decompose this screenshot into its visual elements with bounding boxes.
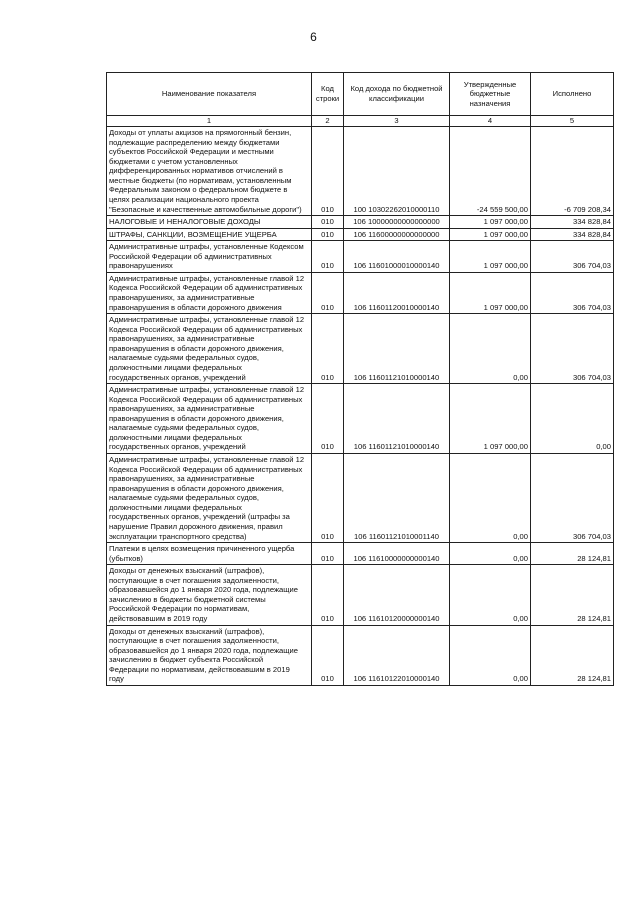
income-code-cell: 106 11610120000000140 <box>344 565 450 625</box>
income-code-cell: 106 10000000000000000 <box>344 216 450 229</box>
approved-amount-cell: 0,00 <box>450 625 531 685</box>
executed-amount-cell: -6 709 208,34 <box>531 127 614 216</box>
line-code-cell: 010 <box>312 127 344 216</box>
line-code-cell: 010 <box>312 454 344 543</box>
income-code-cell: 106 11601121010000140 <box>344 314 450 384</box>
executed-amount-cell: 28 124,81 <box>531 625 614 685</box>
approved-amount-cell: 0,00 <box>450 565 531 625</box>
executed-amount-cell: 306 704,03 <box>531 272 614 313</box>
approved-amount-cell: -24 559 500,00 <box>450 127 531 216</box>
approved-amount-cell: 1 097 000,00 <box>450 241 531 273</box>
approved-amount-cell: 1 097 000,00 <box>450 216 531 229</box>
indicator-name-cell: Административные штрафы, установленные Кодексом Российской Федерации об административных правонарушениях <box>107 241 312 273</box>
column-number: 4 <box>450 116 531 127</box>
executed-amount-cell: 306 704,03 <box>531 314 614 384</box>
executed-amount-cell: 28 124,81 <box>531 565 614 625</box>
executed-amount-cell: 334 828,84 <box>531 216 614 229</box>
executed-amount-cell: 306 704,03 <box>531 454 614 543</box>
indicator-name-cell: Доходы от уплаты акцизов на прямогонный бензин, подлежащие распределению между бюджетами субъектов Российской Федерации и местными бюджетами с учетом установленных дифференцированных нормативов отчислений в местные бюджеты (по нормативам, установленным Федеральным законом о федеральном бюджете в целях реализации национального проекта "Безопасные и качественные автомобильные дороги") <box>107 127 312 216</box>
column-number: 1 <box>107 116 312 127</box>
table-row <box>107 543 614 565</box>
header-indicator-name: Наименование показателя <box>107 73 312 116</box>
line-code-cell: 010 <box>312 314 344 384</box>
indicator-name-cell: Административные штрафы, установленные главой 12 Кодекса Российской Федерации об административных правонарушениях, за административные правонарушения в области дорожного движения, налагаемые судьями федеральных судов, должностными лицами федеральных государственных органов, учреждений <box>107 314 312 384</box>
executed-amount-cell: 334 828,84 <box>531 228 614 241</box>
indicator-name-cell: Доходы от денежных взысканий (штрафов), поступающие в счет погашения задолженности, образовавшейся до 1 января 2020 года, подлежащие зачислению в бюджет субъекта Российской Федерации по нормативам, действовавшим в 2019 году <box>107 625 312 685</box>
line-code-cell: 010 <box>312 625 344 685</box>
executed-amount-cell: 0,00 <box>531 384 614 454</box>
approved-amount-cell: 1 097 000,00 <box>450 272 531 313</box>
budget-execution-table <box>106 72 614 686</box>
income-code-cell: 106 11601121010001140 <box>344 454 450 543</box>
table-row <box>107 625 614 685</box>
income-code-cell: 106 11610122010000140 <box>344 625 450 685</box>
table-row <box>107 272 614 313</box>
header-income-code: Код дохода по бюджетной классификации <box>344 73 450 116</box>
approved-amount-cell: 0,00 <box>450 454 531 543</box>
line-code-cell: 010 <box>312 272 344 313</box>
approved-amount-cell: 1 097 000,00 <box>450 384 531 454</box>
column-number: 5 <box>531 116 614 127</box>
column-number-row <box>107 116 614 127</box>
page-number: 6 <box>310 30 317 44</box>
line-code-cell: 010 <box>312 565 344 625</box>
table-row <box>107 127 614 216</box>
table-row <box>107 314 614 384</box>
column-number: 3 <box>344 116 450 127</box>
table-row <box>107 454 614 543</box>
indicator-name-cell: ШТРАФЫ, САНКЦИИ, ВОЗМЕЩЕНИЕ УЩЕРБА <box>107 228 312 241</box>
header-approved-budget: Утвержденные бюджетные назначения <box>450 73 531 116</box>
indicator-name-cell: Доходы от денежных взысканий (штрафов), поступающие в счет погашения задолженности, образовавшейся до 1 января 2020 года, подлежащие зачислению в бюджеты бюджетной системы Российской Федерации по нормативам, действовавшим в 2019 году <box>107 565 312 625</box>
indicator-name-cell: Административные штрафы, установленные главой 12 Кодекса Российской Федерации об административных правонарушениях, за административные правонарушения в области дорожного движения, налагаемые судьями федеральных судов, должностными лицами федеральных государственных органов, учреждений <box>107 384 312 454</box>
table-row <box>107 216 614 229</box>
header-executed: Исполнено <box>531 73 614 116</box>
income-code-cell: 106 11610000000000140 <box>344 543 450 565</box>
indicator-name-cell: НАЛОГОВЫЕ И НЕНАЛОГОВЫЕ ДОХОДЫ <box>107 216 312 229</box>
income-code-cell: 106 11601120010000140 <box>344 272 450 313</box>
approved-amount-cell: 0,00 <box>450 543 531 565</box>
indicator-name-cell: Платежи в целях возмещения причиненного ущерба (убытков) <box>107 543 312 565</box>
approved-amount-cell: 1 097 000,00 <box>450 228 531 241</box>
income-code-cell: 106 11601121010000140 <box>344 384 450 454</box>
executed-amount-cell: 28 124,81 <box>531 543 614 565</box>
income-code-cell: 106 11600000000000000 <box>344 228 450 241</box>
income-code-cell: 106 11601000010000140 <box>344 241 450 273</box>
line-code-cell: 010 <box>312 543 344 565</box>
table-row <box>107 565 614 625</box>
indicator-name-cell: Административные штрафы, установленные главой 12 Кодекса Российской Федерации об административных правонарушениях, за административные правонарушения в области дорожного движения <box>107 272 312 313</box>
header-line-code: Код строки <box>312 73 344 116</box>
indicator-name-cell: Административные штрафы, установленные главой 12 Кодекса Российской Федерации об административных правонарушениях, за административные правонарушения в области дорожного движения, налагаемые судьями федеральных судов, должностными лицами федеральных государственных органов, учреждений (штрафы за нарушение Правил дорожного движения, правил эксплуатации транспортного средства) <box>107 454 312 543</box>
table-row <box>107 384 614 454</box>
line-code-cell: 010 <box>312 216 344 229</box>
line-code-cell: 010 <box>312 384 344 454</box>
column-number: 2 <box>312 116 344 127</box>
income-code-cell: 100 10302262010000110 <box>344 127 450 216</box>
table-row <box>107 228 614 241</box>
table-header-row <box>107 73 614 116</box>
line-code-cell: 010 <box>312 241 344 273</box>
table-row <box>107 241 614 273</box>
executed-amount-cell: 306 704,03 <box>531 241 614 273</box>
approved-amount-cell: 0,00 <box>450 314 531 384</box>
line-code-cell: 010 <box>312 228 344 241</box>
